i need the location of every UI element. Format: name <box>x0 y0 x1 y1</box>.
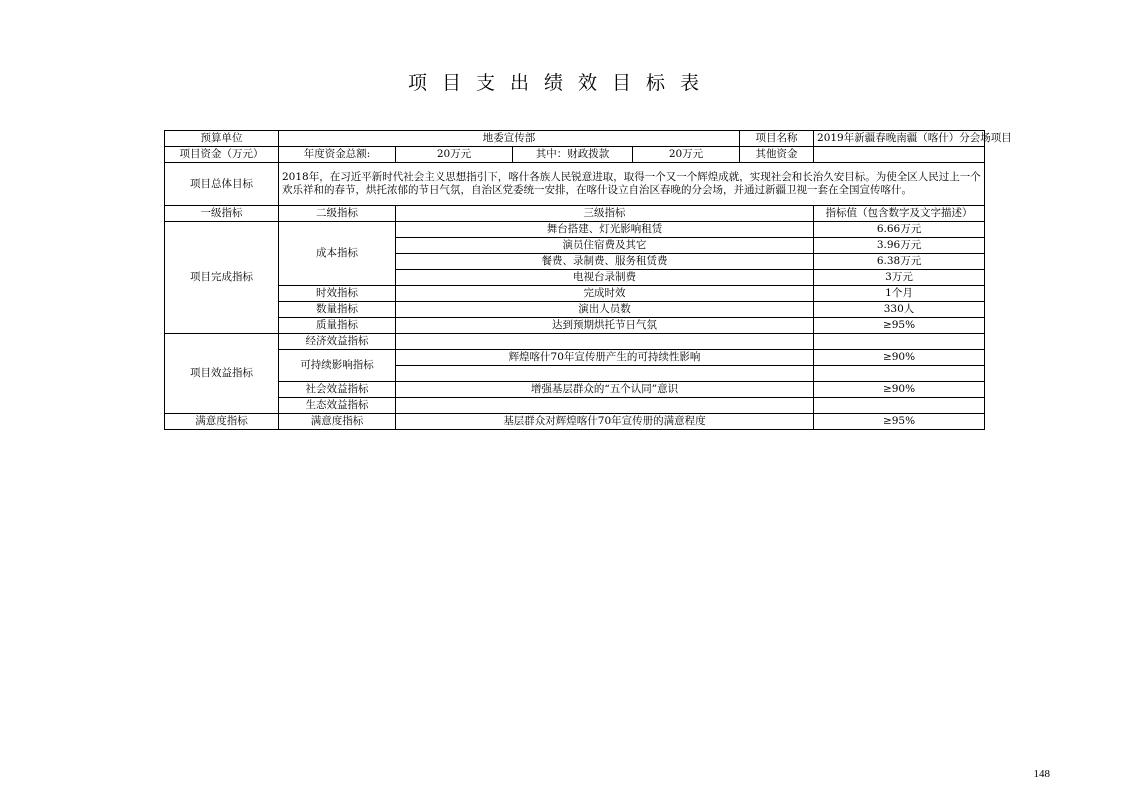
page-title: 项目支出绩效目标表 <box>407 72 714 94</box>
project-name-label: 项目名称 <box>740 131 814 147</box>
quality-value: ≥95% <box>814 318 985 334</box>
budget-unit-label: 预算单位 <box>165 131 279 147</box>
quantity-item: 演出人员数 <box>396 302 814 318</box>
quantity-label: 数量指标 <box>279 302 396 318</box>
other-funds-value <box>814 147 985 163</box>
economic-label: 经济效益指标 <box>279 334 396 350</box>
satisfaction-label: 满意度指标 <box>165 414 279 430</box>
fiscal-value: 20万元 <box>668 148 704 161</box>
cost-value: 6.38万元 <box>814 254 985 270</box>
quantity-value: 330人 <box>814 302 985 318</box>
other-funds-label: 其他资金 <box>740 147 814 163</box>
cost-item: 舞台搭建、灯光影响租赁 <box>396 222 814 238</box>
satisfaction-value: ≥95% <box>814 414 985 430</box>
sustainable-item-2 <box>396 366 814 382</box>
ecological-value <box>814 398 985 414</box>
column-header-level3: 三级指标 <box>396 206 814 222</box>
benefit-label: 项目效益指标 <box>165 334 279 414</box>
cost-value: 6.66万元 <box>814 222 985 238</box>
cost-item: 演员住宿费及其它 <box>396 238 814 254</box>
column-header-value: 指标值（包含数字及文字描述） <box>814 206 985 222</box>
table-row <box>165 286 985 302</box>
table-row <box>165 131 985 147</box>
project-name-value: 2019年新疆春晚南疆（喀什）分会场项目 <box>814 131 985 147</box>
table-row <box>165 382 985 398</box>
overall-goal-text: 2018年，在习近平新时代社会主义思想指引下，喀什各族人民锐意进取，取得一个又一个辉煌成就，实现社会和长治久安目标。为使全区人民过上一个欢乐祥和的春节，烘托浓郁的节日气氛，自治区党委统一安排，在喀什设立自治区春晚的分会场，并通过新疆卫视一套在全国宣传喀什。 <box>279 163 985 206</box>
economic-item <box>396 334 814 350</box>
social-value: ≥90% <box>814 382 985 398</box>
cost-value: 3万元 <box>814 270 985 286</box>
table-header-row <box>165 206 985 222</box>
table-row <box>165 147 985 163</box>
fiscal-cell <box>513 147 740 163</box>
table-row <box>165 163 985 206</box>
annual-total-label: 年度资金总额: <box>279 147 396 163</box>
quality-item: 达到预期烘托节日气氛 <box>396 318 814 334</box>
table-row <box>165 318 985 334</box>
table-row <box>165 350 985 366</box>
annual-total-value: 20万元 <box>396 147 513 163</box>
cost-label: 成本指标 <box>279 222 396 286</box>
table-row <box>165 302 985 318</box>
sustainable-value-2 <box>814 366 985 382</box>
completion-label: 项目完成指标 <box>165 222 279 334</box>
sustainable-value: ≥90% <box>814 350 985 366</box>
fiscal-split <box>513 147 739 162</box>
column-header-level2: 二级指标 <box>279 206 396 222</box>
overall-goal-label: 项目总体目标 <box>165 163 279 206</box>
table-row <box>165 398 985 414</box>
timeliness-item: 完成时效 <box>396 286 814 302</box>
ecological-label: 生态效益指标 <box>279 398 396 414</box>
social-item: 增强基层群众的“五个认同”意识 <box>396 382 814 398</box>
satisfaction-sub-label: 满意度指标 <box>279 414 396 430</box>
table-row <box>165 334 985 350</box>
page-number: 148 <box>1033 768 1050 780</box>
of-which-label: 其中：财政拨款 <box>513 147 633 162</box>
ecological-item <box>396 398 814 414</box>
quality-label: 质量指标 <box>279 318 396 334</box>
economic-value <box>814 334 985 350</box>
social-label: 社会效益指标 <box>279 382 396 398</box>
performance-target-table <box>164 130 1012 430</box>
column-header-level1: 一级指标 <box>165 206 279 222</box>
sustainable-label: 可持续影响指标 <box>279 350 396 382</box>
table-row <box>165 414 985 430</box>
cost-value: 3.96万元 <box>814 238 985 254</box>
timeliness-value: 1个月 <box>814 286 985 302</box>
cost-item: 电视台录制费 <box>396 270 814 286</box>
table-row <box>165 222 985 238</box>
sustainable-item: 辉煌喀什70年宣传册产生的可持续性影响 <box>396 350 814 366</box>
timeliness-label: 时效指标 <box>279 286 396 302</box>
satisfaction-item: 基层群众对辉煌喀什70年宣传册的满意程度 <box>396 414 814 430</box>
budget-unit-value: 地委宣传部 <box>279 131 740 147</box>
cost-item: 餐费、录制费、服务租赁费 <box>396 254 814 270</box>
funds-label: 项目资金（万元） <box>165 147 279 163</box>
